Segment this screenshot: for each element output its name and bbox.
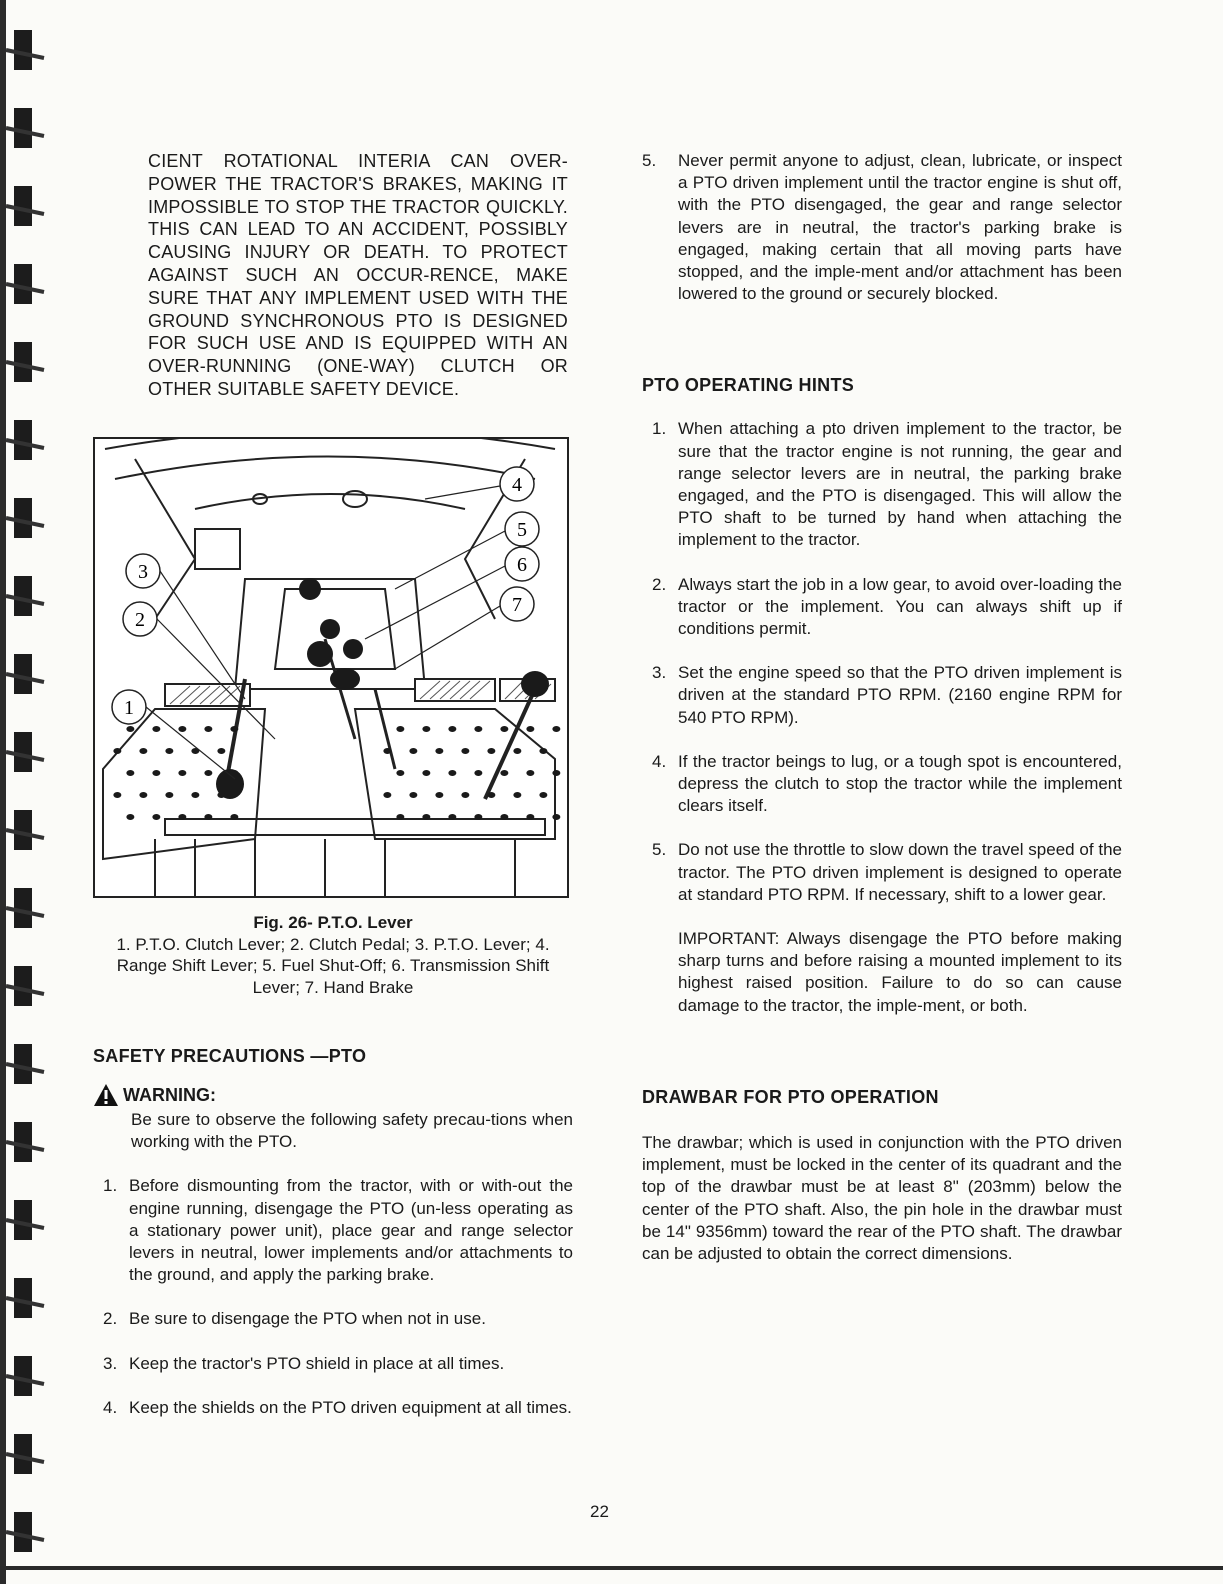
svg-text:1: 1 xyxy=(124,697,134,719)
page-number: 22 xyxy=(590,1502,609,1521)
pto-lever-figure xyxy=(93,437,569,898)
spiral-binding xyxy=(0,0,70,1584)
svg-text:7: 7 xyxy=(512,594,522,616)
callout-5 xyxy=(505,512,539,546)
callout-1 xyxy=(112,690,146,724)
list-item: 3. Set the engine speed so that the PTO driven implement is driven at the standard PTO RPM. (2160 engine RPM for 540 PTO RPM). xyxy=(652,663,1122,727)
list-item: 1. Before dismounting from the tractor, with or with-out the engine running, disengage the PTO (un-less operating as a stationary power unit), place gear and range selector levers in neutral, lower implements and/or attachments to the ground, and apply the parking brake. xyxy=(103,1176,573,1285)
bottom-rule xyxy=(0,1566,1223,1570)
safety-section xyxy=(93,1046,573,1419)
warning-triangle-icon xyxy=(93,1083,119,1107)
important-note: IMPORTANT: Always disengage the PTO before making sharp turns and before raising a mounted implement to its highest raised position. Failure to do so can cause damage to the tractor, the imple-ment, or both. xyxy=(678,929,1122,1015)
list-item: 4. If the tractor beings to lug, or a tough spot is encountered, depress the clutch to stop the tractor while the implement clears itself. xyxy=(652,751,1122,816)
list-item: 3. Keep the tractor's PTO shield in place at all times. xyxy=(103,1353,505,1373)
list-item: 4. Keep the shields on the PTO driven equipment at all times. xyxy=(103,1397,572,1417)
warning-row xyxy=(93,1083,573,1107)
warning-continued-text: CIENT ROTATIONAL INTERIA CAN OVER-POWER THE TRACTOR'S BRAKES, MAKING IT IMPOSSIBLE TO STOP THE TRACTOR QUICKLY. THIS CAN LEAD TO AN ACCIDENT, POSSIBLY CAUSING INJURY OR DEATH. TO PROTECT AGAINST SUCH AN OCCUR-RENCE, MAKE SURE THAT ANY IMPLEMENT USED WITH THE GROUND SYNCHRONOUS PTO IS DESIGNED FOR SUCH USE AND IS EQUIPPED WITH AN OVER-RUNNING (ONE-WAY) CLUTCH OR OTHER SUITABLE SAFETY DEVICE. xyxy=(148,151,568,399)
figure-caption xyxy=(93,912,573,998)
list-item: 5. Never permit anyone to adjust, clean, lubricate, or inspect a PTO driven implement until the tractor engine is shut off, with the PTO disengaged, the gear and range selector levers are in neutral, the tractor's parking brake is engaged, making certain that all moving parts have stopped, and the imple-ment and/or attachment has been lowered to the ground or securely blocked. xyxy=(642,151,1122,304)
safety-intro: Be sure to observe the following safety precau-tions when working with the PTO. xyxy=(131,1110,573,1152)
safety-list-continued xyxy=(642,150,1122,305)
list-item: 5. Do not use the throttle to slow down the travel speed of the tractor. The PTO driven implement is designed to operate at standard PTO RPM. If necessary, shift to a lower gear. xyxy=(652,840,1122,904)
list-item: 2. Always start the job in a low gear, to avoid over-loading the tractor or the implement. You can always shift up if conditions permit. xyxy=(652,574,1122,639)
safety-list xyxy=(103,1175,573,1419)
callout-4 xyxy=(500,467,534,501)
svg-text:5: 5 xyxy=(517,519,527,541)
hints-list xyxy=(652,418,1122,906)
warning-label: WARNING: xyxy=(123,1084,216,1105)
svg-text:3: 3 xyxy=(138,561,148,583)
svg-text:4: 4 xyxy=(512,474,522,496)
safety-heading: SAFETY PRECAUTIONS —PTO xyxy=(93,1046,367,1066)
left-column xyxy=(93,150,573,401)
callout-7 xyxy=(500,587,534,621)
svg-text:6: 6 xyxy=(517,554,527,576)
callout-3 xyxy=(126,554,160,588)
callout-2 xyxy=(123,602,157,636)
hints-heading: PTO OPERATING HINTS xyxy=(642,375,855,396)
drawbar-heading: DRAWBAR FOR PTO OPERATION xyxy=(642,1086,939,1107)
right-column xyxy=(642,150,1122,1265)
svg-text:2: 2 xyxy=(135,609,145,631)
figure-title: Fig. 26- P.T.O. Lever xyxy=(253,913,413,932)
drawbar-text: The drawbar; which is used in conjunction with the PTO driven implement, must be locked in the center of its quadrant and the top of the drawbar must be at least 8" (203mm) below the center of the PTO shaft. Also, the pin hole in the drawbar must be 14" 9356mm) toward the rear of the PTO shaft. The drawbar can be adjusted to obtain the correct dimensions. xyxy=(642,1132,1122,1263)
callout-6 xyxy=(505,547,539,581)
figure-legend: 1. P.T.O. Clutch Lever; 2. Clutch Pedal; 3. P.T.O. Lever; 4. Range Shift Lever; 5. Fuel Shut-Off; 6. Transmission Shift Lever; 7. Hand Brake xyxy=(116,934,550,997)
list-item: 2. Be sure to disengage the PTO when not in use. xyxy=(103,1309,486,1329)
list-item: 1. When attaching a pto driven implement to the tractor, be sure that the tractor engine is not running, the gear and range selector levers are in neutral, the parking brake engaged, and the PTO is disengaged. This will allow the PTO shaft to be turned by hand when attaching the implement to the tractor. xyxy=(652,419,1122,550)
